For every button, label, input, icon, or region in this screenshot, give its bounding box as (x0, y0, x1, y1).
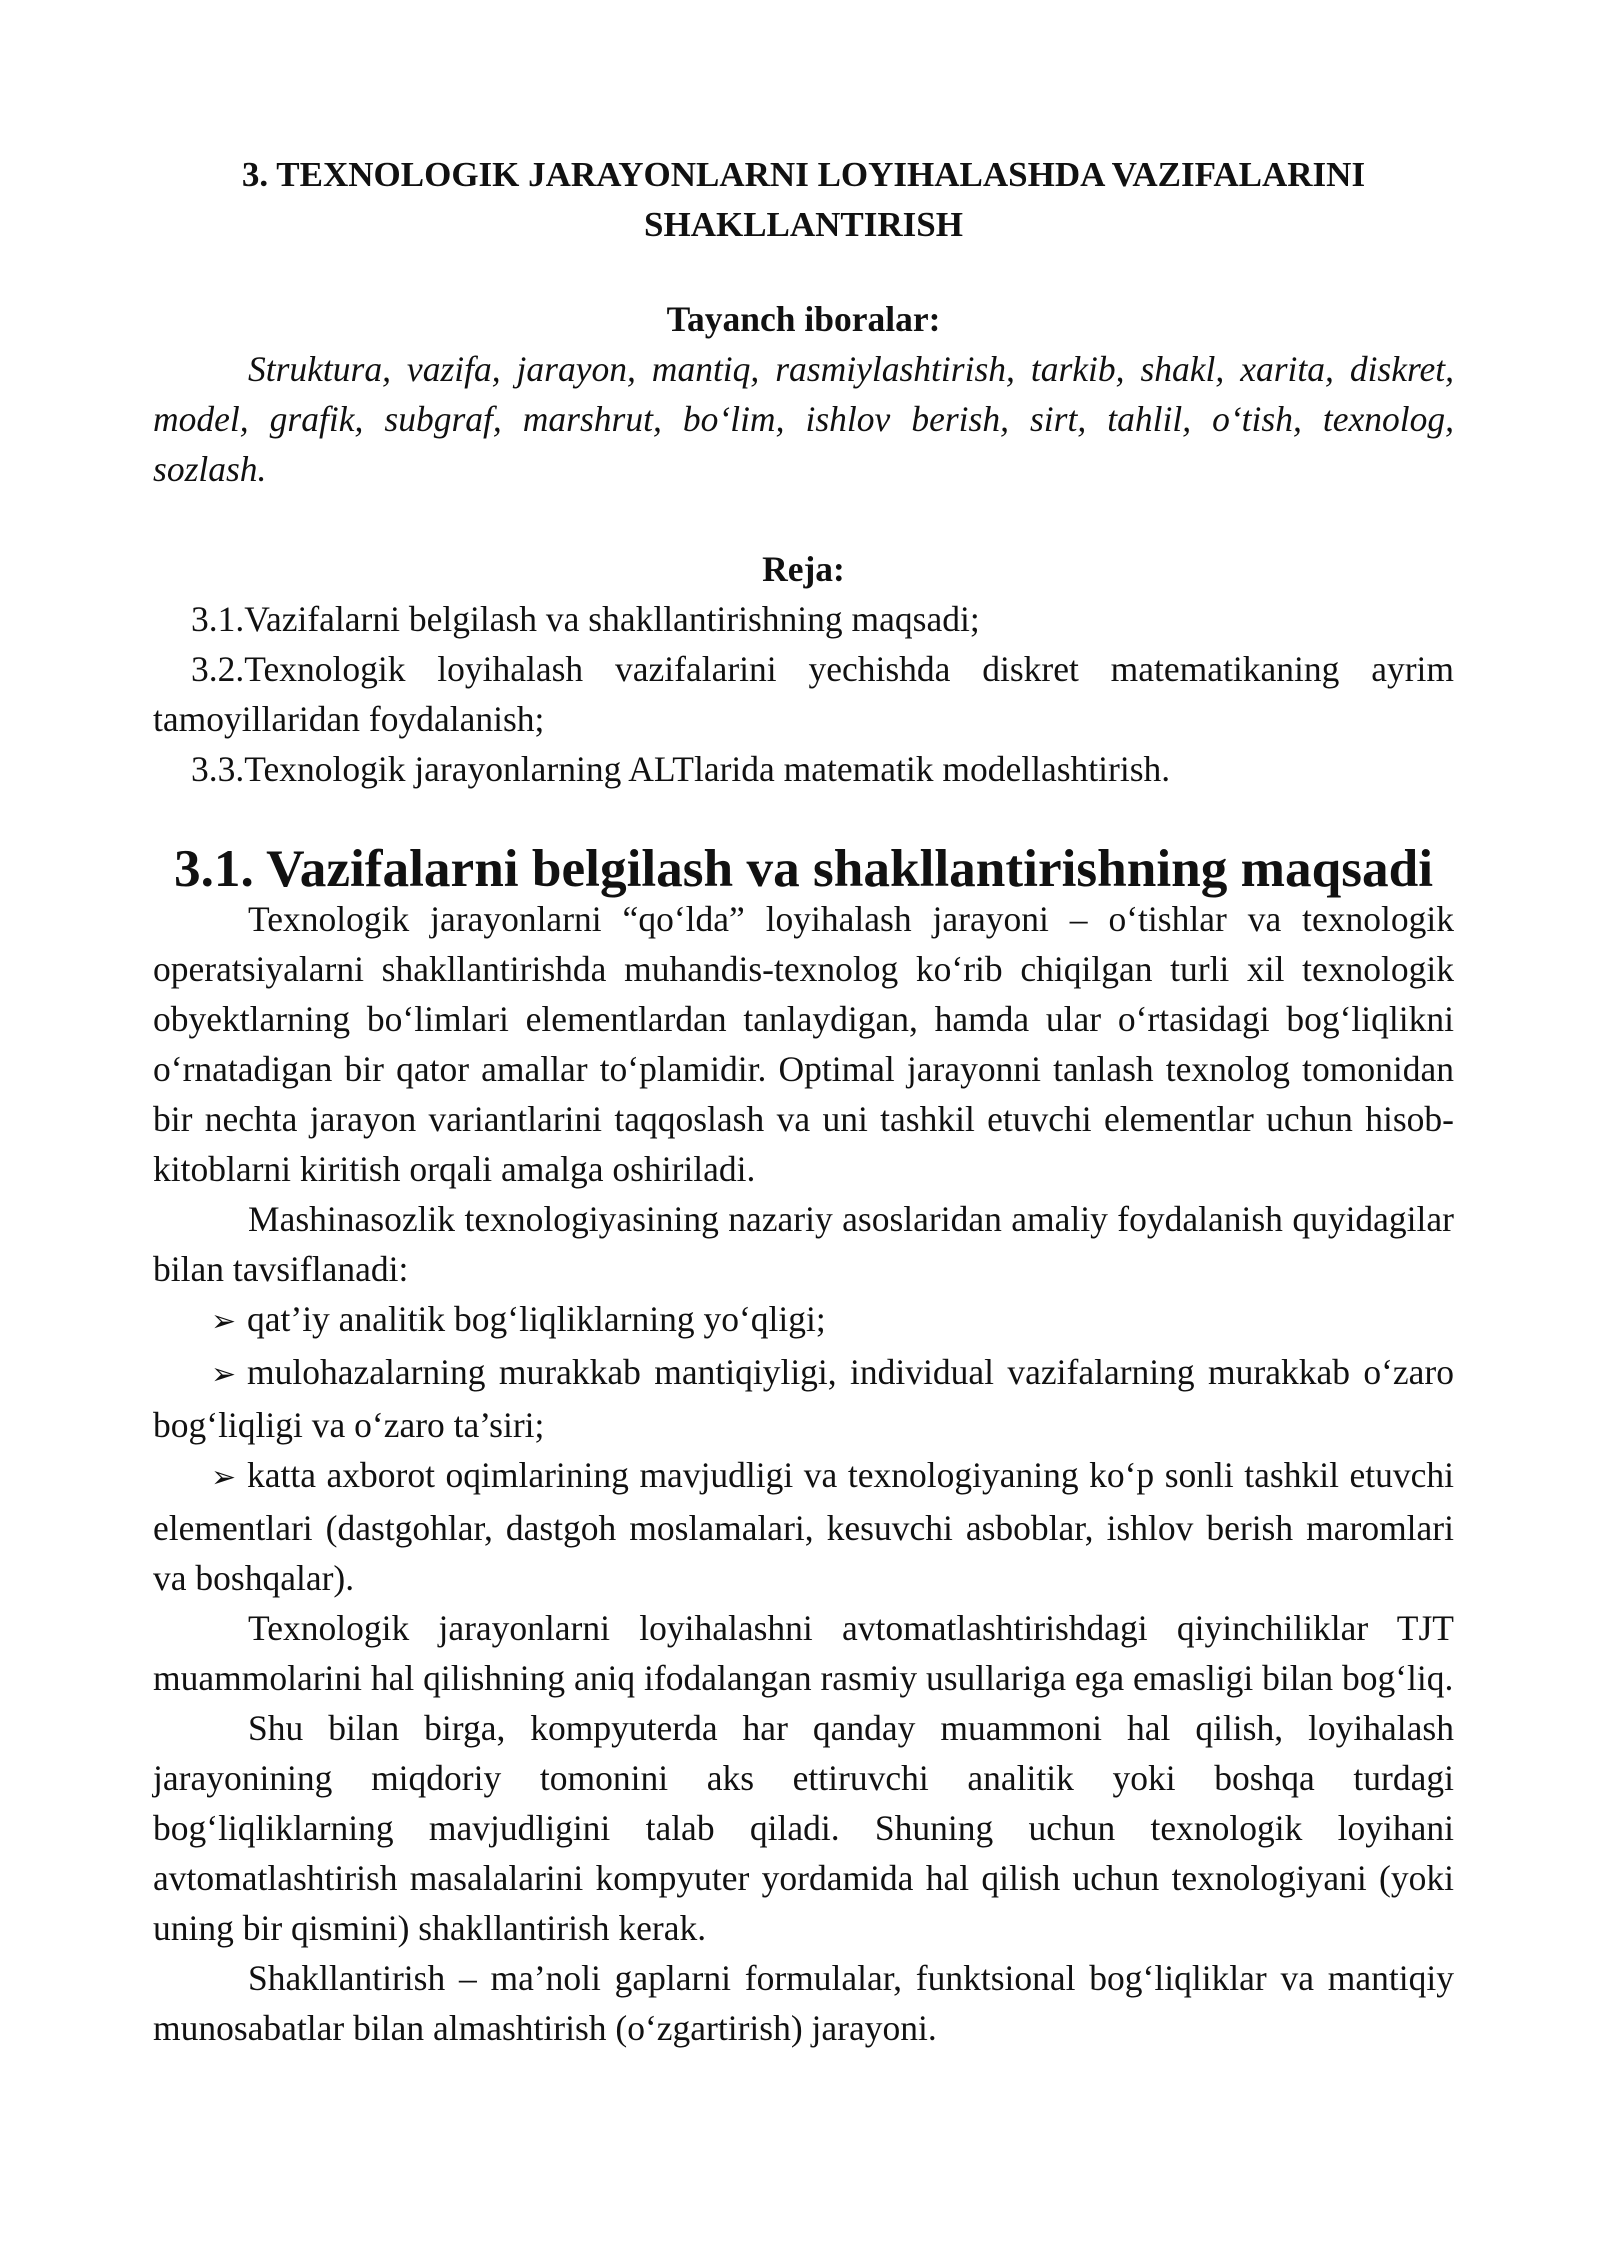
chapter-title-line-1: 3. TEXNOLOGIK JARAYONLARNI LOYIHALASHDA VAZIFALARINI (241, 155, 1366, 194)
plan-item: 3.2.Texnologik loyihalash vazifalarini yechishda diskret matematikaning ayrim tamoyillaridan foydalanish; (153, 649, 1454, 739)
plan-item: 3.3.Texnologik jarayonlarning ALTlarida matematik modellashtirish. (191, 749, 1171, 789)
bullet-text: qat’iy analitik bog‘liqliklarning yo‘qligi; (247, 1299, 826, 1339)
section-heading: 3.1. Vazifalarni belgilash va shakllantirishning maqsadi (173, 839, 1434, 898)
chapter-title (153, 150, 1454, 250)
arrow-bullet-icon: ➢ (211, 1305, 237, 1338)
bullet-text: mulohazalarning murakkab mantiqiyligi, individual vazifalarning murakkab o‘zaro bog‘liqligi va o‘zaro ta’siri; (153, 1352, 1454, 1445)
bullet-item (153, 1294, 1454, 1347)
arrow-bullet-icon: ➢ (211, 1358, 237, 1391)
paragraph: Shakllantirish – ma’noli gaplarni formulalar, funktsional bog‘liqliklar va mantiqiy munosabatlar bilan almashtirish (o‘zgartirish) jarayoni. (153, 1958, 1454, 2048)
bullet-list (153, 1294, 1454, 1603)
paragraph: Texnologik jarayonlarni loyihalashni avtomatlashtirishdagi qiyinchiliklar TJT muammolarini hal qilishning aniq ifodalangan rasmiy usullariga ega emasligi bilan bog‘liq. (153, 1608, 1454, 1698)
bullet-item (153, 1347, 1454, 1450)
plan-list (153, 594, 1454, 794)
bullet-text: katta axborot oqimlarining mavjudligi va texnologiyaning ko‘p sonli tashkil etuvchi elementlari (dastgohlar, dastgoh moslamalari, kesuvchi asboblar, ishlov berish maromlari va boshqalar). (153, 1455, 1454, 1598)
plan-heading: Reja: (762, 549, 845, 589)
paragraph: Shu bilan birga, kompyuterda har qanday muammoni hal qilish, loyihalash jarayonining miqdoriy tomonini aks ettiruvchi analitik yoki boshqa turdagi bog‘liqliklarning mavjudligini talab qiladi. Shuning uchun texnologik loyihani avtomatlashtirish masalalarini kompyuter yordamida hal qilish uchun texnologiyani (yoki uning bir qismini) shakllantirish kerak. (153, 1708, 1454, 1948)
paragraph: Texnologik jarayonlarni “qo‘lda” loyihalash jarayoni – o‘tishlar va texnologik operatsiyalarni shakllantirishda muhandis-texnolog ko‘rib chiqilgan turli xil texnologik obyektlarning bo‘limlari elementlardan tanlaydigan, hamda ular o‘rtasidagi bog‘liqlikni o‘rnatadigan bir qator amallar to‘plamidir. Optimal jarayonni tanlash texnolog tomonidan bir nechta jarayon variantlarini taqqoslash va uni tashkil etuvchi elementlar uchun hisob-kitoblarni kiritish orqali amalga oshiriladi. (153, 899, 1454, 1189)
arrow-bullet-icon: ➢ (211, 1461, 237, 1494)
paragraph: Mashinasozlik texnologiyasining nazariy asoslaridan amaliy foydalanish quyidagilar bilan tavsiflanadi: (153, 1199, 1454, 1289)
keywords-text: Struktura, vazifa, jarayon, mantiq, rasmiylashtirish, tarkib, shakl, xarita, diskret, model, grafik, subgraf, marshrut, bo‘lim, ishlov berish, sirt, tahlil, o‘tish, texnolog, sozlash. (153, 349, 1454, 489)
chapter-title-line-2: SHAKLLANTIRISH (644, 205, 963, 244)
bullet-item (153, 1450, 1454, 1603)
keywords-heading: Tayanch iboralar: (666, 299, 941, 339)
plan-item: 3.1.Vazifalarni belgilash va shakllantirishning maqsadi; (191, 599, 980, 639)
